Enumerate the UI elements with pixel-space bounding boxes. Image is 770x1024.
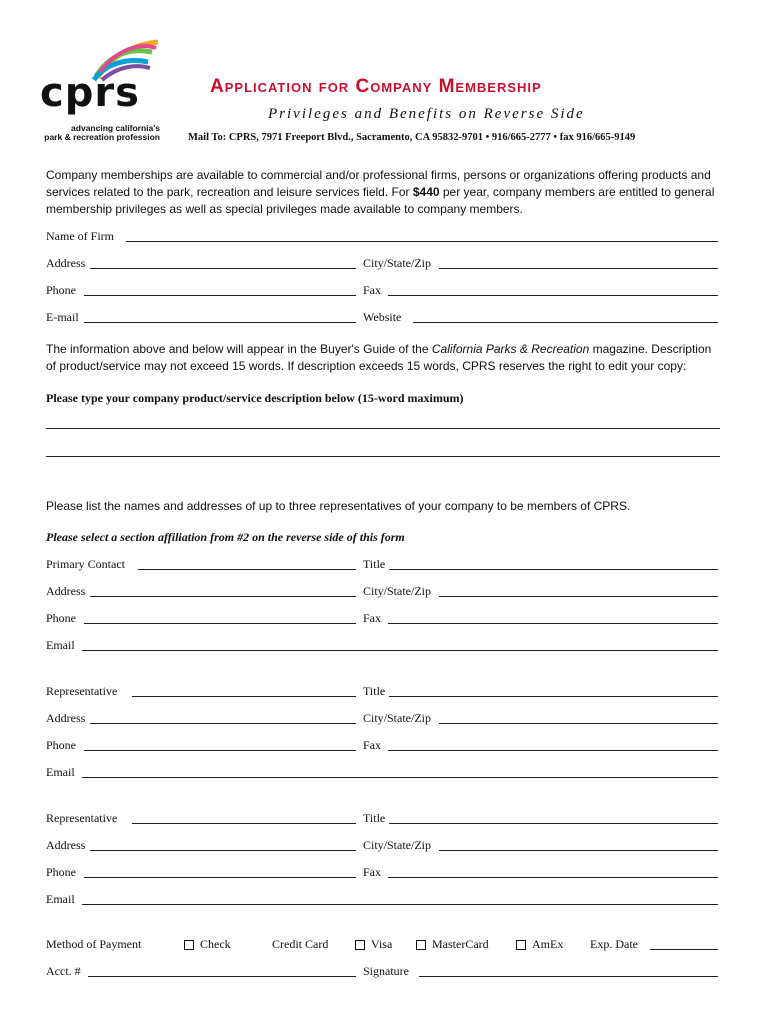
- account-field[interactable]: [88, 964, 356, 977]
- page-subtitle: Privileges and Benefits on Reverse Side: [268, 106, 585, 122]
- firm-email-label: E-mail: [46, 310, 79, 324]
- contact-2-name-field[interactable]: [132, 684, 356, 697]
- intro-paragraph: Company memberships are available to commercial and/or professional firms, persons or organizations offering products and services related to the park, recreation and leisure services field. For $440 per year, company members are entitled to general membership privileges as well as special privileges made available to company members.: [46, 168, 715, 216]
- contact-3-city-field[interactable]: [439, 838, 718, 851]
- signature-field[interactable]: [419, 964, 718, 977]
- mail-to-address: Mail To: CPRS, 7971 Freeport Blvd., Sacramento, CA 95832-9701 • 916/665-2777 • fax 916/665-9149: [188, 132, 636, 143]
- contact-1-role-label: Primary Contact: [46, 557, 125, 571]
- firm-phone-label: Phone: [46, 283, 76, 297]
- firm-city-field[interactable]: [439, 256, 718, 269]
- logo-tagline-2: park & recreation profession: [44, 132, 160, 142]
- contact-3-title-label: Title: [363, 811, 386, 825]
- amex-checkbox[interactable]: [516, 940, 526, 950]
- amex-option[interactable]: AmEx: [516, 937, 563, 952]
- contact-1-phone-field[interactable]: [84, 611, 356, 624]
- payment-method-label: Method of Payment: [46, 937, 142, 951]
- description-line-1[interactable]: [46, 428, 720, 429]
- visa-option[interactable]: Visa: [355, 937, 392, 952]
- page-title: Application for Company Membership: [210, 76, 542, 97]
- buyers-guide-paragraph: The information above and below will appear in the Buyer's Guide of the California Parks & Recreation magazine. Description of product/service may not exceed 15 words. If description exceeds 15 words, CPRS reserves the right to edit your copy:: [46, 342, 712, 373]
- contact-3-fax-label: Fax: [363, 865, 381, 879]
- cprs-logo: [40, 36, 164, 146]
- contact-1-city-field[interactable]: [439, 584, 718, 597]
- contact-2-fax-field[interactable]: [388, 738, 718, 751]
- contact-2-phone-field[interactable]: [84, 738, 356, 751]
- contact-3-row-1: [46, 811, 718, 827]
- credit-card-label: Credit Card: [272, 937, 329, 951]
- contact-1-row-2: [46, 584, 718, 600]
- mastercard-checkbox[interactable]: [416, 940, 426, 950]
- contact-1-address-field[interactable]: [90, 584, 356, 597]
- firm-website-field[interactable]: [413, 310, 718, 323]
- contact-3-role-label: Representative: [46, 811, 118, 825]
- contact-3-row-4: [46, 892, 718, 908]
- mastercard-option[interactable]: MasterCard: [416, 937, 489, 952]
- contact-1-fax-field[interactable]: [388, 611, 718, 624]
- contact-1-email-label: Email: [46, 638, 75, 652]
- firm-name-field[interactable]: [126, 229, 718, 242]
- firm-website-label: Website: [363, 310, 402, 324]
- check-checkbox[interactable]: [184, 940, 194, 950]
- exp-date-field[interactable]: [650, 937, 718, 950]
- contact-2-email-label: Email: [46, 765, 75, 779]
- contact-2-title-label: Title: [363, 684, 386, 698]
- firm-name-label: Name of Firm: [46, 229, 114, 243]
- contact-2-row-1: [46, 684, 718, 700]
- logo-wordmark: cprs: [40, 70, 140, 116]
- contact-2-row-3: [46, 738, 718, 754]
- contact-3-title-field[interactable]: [389, 811, 718, 824]
- firm-phone-field[interactable]: [84, 283, 356, 296]
- firm-address-field[interactable]: [90, 256, 356, 269]
- contact-2-role-label: Representative: [46, 684, 118, 698]
- section-affiliation-note: Please select a section affiliation from #2 on the reverse side of this form: [46, 530, 405, 544]
- contact-1-address-label: Address: [46, 584, 86, 598]
- membership-price: $440: [412, 185, 440, 199]
- contact-2-row-4: [46, 765, 718, 781]
- account-label: Acct. #: [46, 964, 81, 978]
- contact-2-row-2: [46, 711, 718, 727]
- firm-email-row: [46, 310, 718, 326]
- contact-1-fax-label: Fax: [363, 611, 381, 625]
- firm-address-row: [46, 256, 718, 272]
- firm-email-field[interactable]: [84, 310, 356, 323]
- representatives-intro: Please list the names and addresses of up to three representatives of your company to be members of CPRS.: [46, 499, 631, 513]
- description-line-2[interactable]: [46, 456, 720, 457]
- contact-1-row-3: [46, 611, 718, 627]
- signature-label: Signature: [363, 964, 409, 978]
- contact-2-city-field[interactable]: [439, 711, 718, 724]
- payment-method-row: [46, 937, 718, 953]
- contact-1-title-field[interactable]: [389, 557, 718, 570]
- contact-1-row-1: [46, 557, 718, 573]
- contact-3-address-label: Address: [46, 838, 86, 852]
- contact-2-fax-label: Fax: [363, 738, 381, 752]
- contact-1-title-label: Title: [363, 557, 386, 571]
- firm-fax-field[interactable]: [388, 283, 718, 296]
- contact-3-fax-field[interactable]: [388, 865, 718, 878]
- contact-3-phone-field[interactable]: [84, 865, 356, 878]
- magazine-name: California Parks & Recreation: [431, 342, 590, 356]
- contact-3-city-label: City/State/Zip: [363, 838, 431, 852]
- contact-3-address-field[interactable]: [90, 838, 356, 851]
- contact-3-email-label: Email: [46, 892, 75, 906]
- visa-checkbox[interactable]: [355, 940, 365, 950]
- contact-2-address-label: Address: [46, 711, 86, 725]
- contact-3-phone-label: Phone: [46, 865, 76, 879]
- contact-3-row-3: [46, 865, 718, 881]
- exp-date-label: Exp. Date: [590, 937, 638, 951]
- contact-1-name-field[interactable]: [138, 557, 356, 570]
- contact-3-name-field[interactable]: [132, 811, 356, 824]
- contact-1-phone-label: Phone: [46, 611, 76, 625]
- description-heading: Please type your company product/service description below (15-word maximum): [46, 391, 464, 405]
- logo-tagline-1: advancing california's: [71, 123, 160, 133]
- firm-phone-row: [46, 283, 718, 299]
- contact-2-address-field[interactable]: [90, 711, 356, 724]
- contact-1-email-field[interactable]: [82, 638, 718, 651]
- contact-1-city-label: City/State/Zip: [363, 584, 431, 598]
- contact-2-phone-label: Phone: [46, 738, 76, 752]
- firm-city-label: City/State/Zip: [363, 256, 431, 270]
- account-row: [46, 964, 718, 980]
- contact-3-email-field[interactable]: [82, 892, 718, 905]
- check-option[interactable]: Check: [184, 937, 231, 952]
- firm-name-row: [46, 229, 718, 245]
- contact-2-email-field[interactable]: [82, 765, 718, 778]
- contact-1-row-4: [46, 638, 718, 654]
- contact-2-title-field[interactable]: [389, 684, 718, 697]
- contact-2-city-label: City/State/Zip: [363, 711, 431, 725]
- firm-fax-label: Fax: [363, 283, 381, 297]
- firm-address-label: Address: [46, 256, 86, 270]
- contact-3-row-2: [46, 838, 718, 854]
